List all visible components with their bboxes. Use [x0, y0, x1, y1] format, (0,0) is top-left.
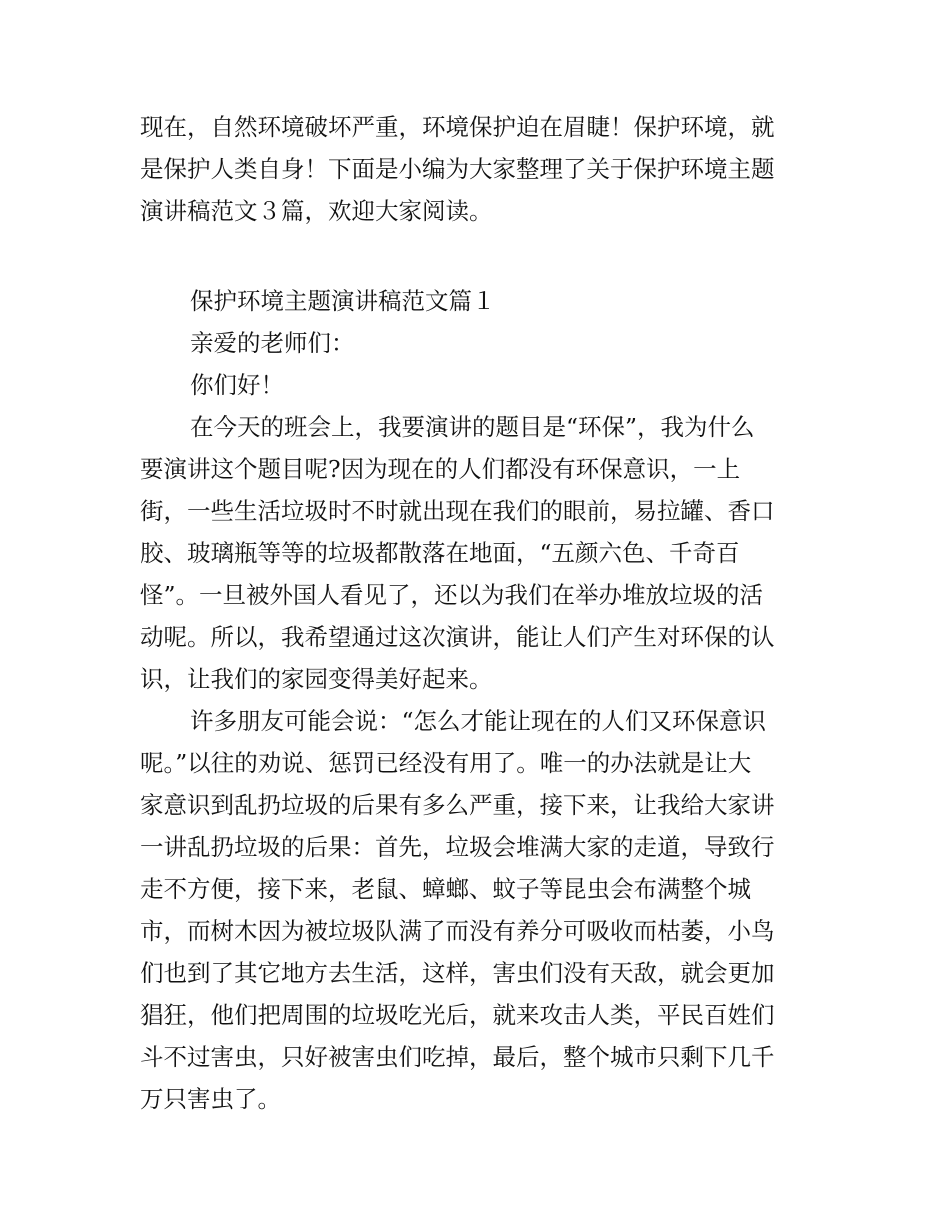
paragraph-line: 猖狂，他们把周围的垃圾吃光后，就来攻击人类，平民百姓们: [140, 1001, 775, 1029]
paragraph-line: 要演讲这个题目呢?因为现在的人们都没有环保意识，一上: [140, 455, 741, 483]
body-paragraph-1: [140, 406, 812, 700]
paragraph-line: 怪”。一旦被外国人看见了，还以为我们在举办堆放垃圾的活: [140, 581, 764, 609]
body-paragraph-2: [140, 700, 812, 1120]
paragraph-line: 在今天的班会上，我要演讲的题目是“环保”，我为什么: [190, 413, 755, 441]
greeting: 你们好！: [190, 371, 284, 399]
paragraph-line: 胶、玻璃瓶等等的垃圾都散落在地面，“五颜六色、千奇百: [140, 539, 740, 567]
paragraph-line: 许多朋友可能会说：“怎么才能让现在的人们又环保意识: [190, 707, 767, 735]
paragraph-line: 动呢。所以，我希望通过这次演讲，能让人们产生对环保的认: [140, 623, 775, 651]
paragraph-line: 呢。”以往的劝说、惩罚已经没有用了。唯一的办法就是让大: [140, 749, 752, 777]
paragraph-line: 斗不过害虫，只好被害虫们吃掉，最后，整个城市只剩下几千: [140, 1043, 775, 1071]
intro-line: 演讲稿范文３篇，欢迎大家阅读。: [140, 197, 493, 225]
paragraph-line: 市，而树木因为被垃圾队满了而没有养分可吸收而枯萎，小鸟: [140, 917, 775, 945]
intro-line: 现在，自然环境破坏严重，环境保护迫在眉睫！保护环境，就: [140, 113, 775, 141]
intro-paragraph: [140, 106, 812, 232]
section-heading: 保护环境主题演讲稿范文篇１: [190, 287, 496, 315]
paragraph-line: 走不方便，接下来，老鼠、蟑螂、蚊子等昆虫会布满整个城: [140, 875, 751, 903]
paragraph-line: 识，让我们的家园变得美好起来。: [140, 665, 493, 693]
paragraph-line: 街，一些生活垃圾时不时就出现在我们的眼前，易拉罐、香口: [140, 497, 775, 525]
paragraph-line: 们也到了其它地方去生活，这样，害虫们没有天敌，就会更加: [140, 959, 775, 987]
paragraph-line: 家意识到乱扔垃圾的后果有多么严重，接下来，让我给大家讲: [140, 791, 775, 819]
intro-line: 是保护人类自身！下面是小编为大家整理了关于保护环境主题: [140, 155, 775, 183]
paragraph-line: 一讲乱扔垃圾的后果：首先，垃圾会堆满大家的走道，导致行: [140, 833, 775, 861]
document-page: [140, 106, 812, 1120]
paragraph-line: 万只害虫了。: [140, 1085, 281, 1113]
salutation: 亲爱的老师们：: [190, 329, 355, 357]
